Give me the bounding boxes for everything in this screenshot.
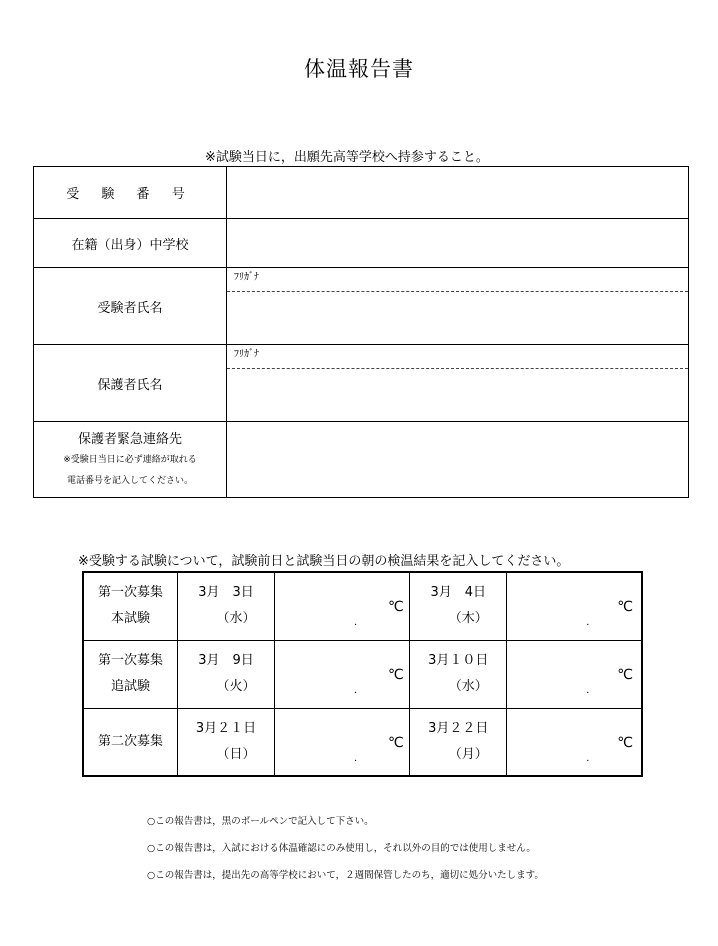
- decimal-point: ．: [354, 617, 364, 628]
- celsius-unit: ℃: [617, 666, 633, 683]
- temperature-row: [83, 708, 642, 776]
- contact-field[interactable]: [227, 422, 689, 498]
- temperature-row: [83, 640, 642, 708]
- examinee-furigana-field[interactable]: ﾌﾘｶﾞﾅ: [227, 268, 688, 292]
- day2-date: 3月 4日: [430, 585, 487, 601]
- day1-date-cell: [178, 640, 275, 708]
- footnote-usage: ○この報告書は，入試における体温確認にのみ使用し，それ以外の目的では使用しません。: [147, 843, 536, 854]
- exam-category: [83, 572, 178, 640]
- decimal-point: ．: [354, 752, 364, 764]
- day1-temperature-field[interactable]: [275, 572, 410, 640]
- applicant-info-table: [33, 166, 689, 498]
- exam-number-label: 受 験 番 号: [34, 167, 227, 219]
- day2-date: 3月２２日: [428, 720, 489, 736]
- celsius-unit: ℃: [617, 734, 633, 751]
- notice-temperature-instructions: ※受験する試験について，試験前日と試験当日の朝の検温結果を記入してください。: [78, 554, 570, 569]
- day2-temperature-field[interactable]: [507, 708, 642, 776]
- day2-date: 3月１０日: [428, 653, 489, 668]
- decimal-point: ．: [586, 752, 597, 764]
- contact-note-1: ※受験日当日に必ず連絡が取れる: [63, 455, 197, 465]
- decimal-point: ．: [586, 684, 597, 696]
- day1-date: 3月２１日: [195, 720, 257, 736]
- day2-date-cell: [410, 572, 507, 640]
- examinee-name-cell: [227, 268, 689, 345]
- category-line-1: 第一次募集: [97, 653, 163, 668]
- middle-school-field[interactable]: [227, 219, 689, 268]
- category-line-1: 第一次募集: [97, 585, 163, 601]
- exam-number-row: [34, 167, 689, 219]
- guardian-name-label: 保護者氏名: [34, 345, 227, 422]
- contact-label: 保護者緊急連絡先: [77, 432, 182, 448]
- day2-temperature-field[interactable]: [507, 640, 642, 708]
- contact-note-2: 電話番号を記入してください。: [66, 475, 193, 486]
- temperature-table: [82, 571, 643, 777]
- exam-category: [83, 640, 178, 708]
- footnote-ballpoint: ○この報告書は，黒のボールペンで記入して下さい。: [147, 816, 374, 827]
- footnote-retention: ○この報告書は，提出先の高等学校において，２週間保管したのち，適切に処分いたします。: [147, 870, 544, 881]
- day1-temperature-field[interactable]: [275, 708, 410, 776]
- category-line-2: 本試験: [110, 611, 150, 627]
- day2-weekday: （水）: [448, 679, 488, 694]
- day2-date-cell: [410, 708, 507, 776]
- celsius-unit: ℃: [388, 599, 404, 615]
- notice-bring-on-exam-day: ※試験当日に，出願先高等学校へ持参すること。: [205, 150, 489, 165]
- examinee-name-field[interactable]: [227, 292, 688, 344]
- decimal-point: ．: [354, 684, 364, 696]
- day1-date-cell: [178, 572, 275, 640]
- examinee-name-row: [34, 268, 689, 345]
- celsius-unit: ℃: [388, 666, 404, 683]
- day1-temperature-field[interactable]: [275, 640, 410, 708]
- day1-date: 3月 3日: [198, 585, 254, 601]
- exam-category: [83, 708, 178, 776]
- day2-date-cell: [410, 640, 507, 708]
- day2-weekday: （月）: [448, 746, 488, 762]
- examinee-name-label: 受験者氏名: [34, 268, 227, 345]
- day1-weekday: （日）: [216, 746, 256, 762]
- contact-row: [34, 422, 689, 498]
- footnotes: [147, 808, 544, 889]
- category-line-1: 第二次募集: [97, 733, 163, 749]
- middle-school-row: [34, 219, 689, 268]
- contact-label-cell: [34, 422, 227, 498]
- day2-weekday: （木）: [448, 611, 488, 627]
- decimal-point: ．: [586, 617, 597, 628]
- day1-weekday: （水）: [216, 611, 256, 627]
- day1-date: 3月 9日: [198, 653, 254, 668]
- category-line-2: 追試験: [110, 679, 150, 694]
- middle-school-label: 在籍（出身）中学校: [34, 219, 227, 268]
- celsius-unit: ℃: [388, 734, 404, 751]
- exam-number-field[interactable]: [227, 167, 689, 219]
- guardian-furigana-field[interactable]: ﾌﾘｶﾞﾅ: [227, 345, 688, 369]
- celsius-unit: ℃: [617, 599, 633, 615]
- day1-weekday: （火）: [216, 679, 256, 694]
- guardian-name-row: [34, 345, 689, 422]
- guardian-name-field[interactable]: [227, 369, 688, 421]
- day2-temperature-field[interactable]: [507, 572, 642, 640]
- temperature-row: [83, 572, 642, 640]
- guardian-name-cell: [227, 345, 689, 422]
- page-title: 体温報告書: [304, 57, 414, 81]
- day1-date-cell: [178, 708, 275, 776]
